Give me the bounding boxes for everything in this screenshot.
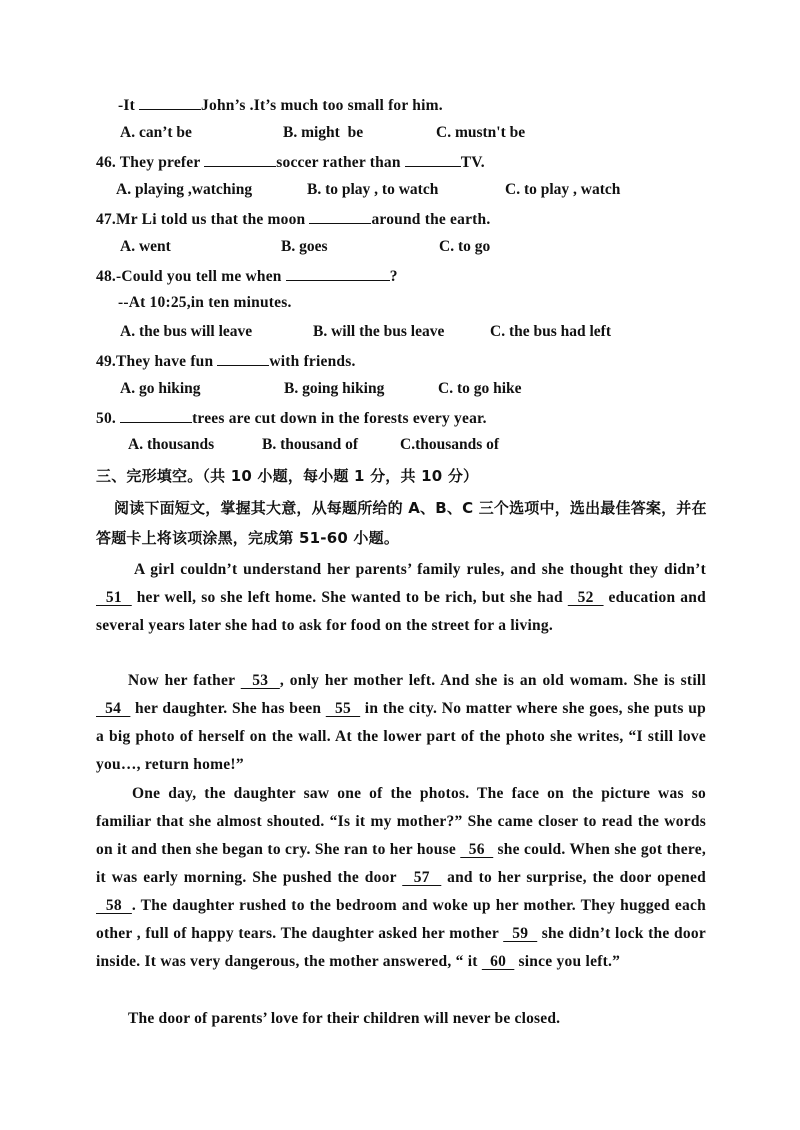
section3-heading: 三、完形填空。（共 10 小题，每小题 1 分，共 10 分） bbox=[96, 467, 479, 485]
q46-stem bbox=[96, 152, 485, 172]
blank-52: 52 bbox=[567, 589, 604, 606]
q45-option-b: B. might be bbox=[283, 124, 364, 141]
p3-text-c: and to her surprise, the door opened bbox=[447, 869, 707, 886]
q46-option-a: A. playing ,watching bbox=[116, 181, 253, 198]
blank-57: 57 bbox=[402, 869, 442, 886]
q46-stem-c: TV. bbox=[460, 154, 485, 171]
q50-stem bbox=[96, 408, 487, 428]
blank-58: 58 bbox=[96, 897, 132, 914]
q46-stem-a: 46. They prefer bbox=[96, 154, 201, 171]
q47-stem-a: 47.Mr Li told us that the moon bbox=[96, 211, 306, 228]
q46-stem-b: soccer rather than bbox=[276, 154, 401, 171]
q49-stem-b: with friends. bbox=[269, 353, 356, 370]
q45-blank bbox=[139, 95, 201, 110]
q48-stem bbox=[96, 266, 398, 286]
blank-53: 53 bbox=[240, 672, 280, 689]
q48-stem-a: 48.-Could you tell me when bbox=[96, 268, 282, 285]
q45-stem bbox=[118, 95, 443, 115]
q49-option-b: B. going hiking bbox=[284, 380, 385, 397]
q48-stem-b: ? bbox=[389, 268, 398, 285]
passage-paragraph-3 bbox=[96, 780, 706, 976]
passage-paragraph-1 bbox=[96, 556, 706, 640]
q49-stem bbox=[96, 351, 356, 371]
section3-instruction-line2: 答题卡上将该项涂黑，完成第 51-60 小题。 bbox=[96, 529, 400, 547]
q46-blank-2 bbox=[405, 152, 461, 167]
q48-answer-line: --At 10:25,in ten minutes. bbox=[118, 294, 292, 311]
q50-stem-a: 50. bbox=[96, 410, 116, 427]
q50-stem-b: trees are cut down in the forests every year. bbox=[192, 410, 487, 427]
blank-59: 59 bbox=[503, 925, 538, 942]
q45-option-a: A. can’t be bbox=[120, 124, 192, 141]
p3-text-d: . The daughter rushed to the bedroom and woke up her mother. They hugged each other , full of happy tears. The daughter asked her mother bbox=[96, 897, 706, 942]
q45-stem-end: John’s .It’s much too small for him. bbox=[201, 97, 443, 114]
q50-option-b: B. thousand of bbox=[262, 436, 359, 453]
blank-60: 60 bbox=[481, 953, 515, 970]
passage-paragraph-4: The door of parents’ love for their children will never be closed. bbox=[128, 1010, 561, 1027]
p2-text-a: Now her father bbox=[128, 672, 235, 689]
q47-stem-b: around the earth. bbox=[371, 211, 491, 228]
blank-51: 51 bbox=[96, 589, 132, 606]
q47-option-a: A. went bbox=[120, 238, 171, 255]
p3-text-f: since you left.” bbox=[518, 953, 621, 970]
p1-text-b: her well, so she left home. She wanted to be rich, but she had bbox=[136, 589, 563, 606]
q47-option-c: C. to go bbox=[439, 238, 491, 255]
p2-text-d: in the city. No matter where she goes, she puts up a big photo of herself on the wall. At the lower part of the photo she writes, “I still love you…, return home!” bbox=[96, 700, 707, 773]
q46-option-c: C. to play , watch bbox=[505, 181, 621, 198]
p3-text-e: she didn’t lock the door inside. It was very dangerous, the mother answered, “ it bbox=[96, 925, 707, 970]
blank-55: 55 bbox=[325, 700, 361, 717]
q47-blank bbox=[309, 209, 371, 224]
p1-text-a: A girl couldn’t understand her parents’ family rules, and she thought they didn’t bbox=[134, 561, 706, 578]
q48-option-c: C. the bus had left bbox=[490, 323, 612, 340]
passage-paragraph-2 bbox=[96, 667, 706, 779]
q46-option-b: B. to play , to watch bbox=[307, 181, 439, 198]
p2-text-c: her daughter. She has been bbox=[134, 700, 322, 717]
q49-option-c: C. to go hike bbox=[438, 380, 522, 397]
p1-text-c: education and several years later she had to ask for food on the street for a living. bbox=[96, 589, 707, 634]
q49-blank bbox=[217, 351, 269, 366]
p2-text-b: , only her mother left. And she is an old womam. She is still bbox=[279, 672, 707, 689]
q47-stem bbox=[96, 209, 490, 229]
q48-blank bbox=[286, 266, 390, 281]
section3-instruction-line1: 阅读下面短文，掌握其大意，从每题所给的 A、B、C 三个选项中，选出最佳答案，并在 bbox=[114, 499, 707, 517]
q48-option-a: A. the bus will leave bbox=[120, 323, 253, 340]
q48-option-b: B. will the bus leave bbox=[313, 323, 445, 340]
p3-text-b: she could. When she got there, it was early morning. She pushed the door bbox=[96, 841, 707, 886]
q49-option-a: A. go hiking bbox=[120, 380, 201, 397]
q47-option-b: B. goes bbox=[281, 238, 328, 255]
q45-stem-start: -It bbox=[118, 97, 135, 114]
q50-option-a: A. thousands bbox=[128, 436, 215, 453]
q49-stem-a: 49.They have fun bbox=[96, 353, 214, 370]
q50-blank bbox=[120, 408, 192, 423]
blank-54: 54 bbox=[96, 700, 131, 717]
p3-text-a: One day, the daughter saw one of the photos. The face on the picture was so familiar that she almost shouted. “Is it my mother?” She came closer to read the words on it and then she began to cry. She ran to her house bbox=[96, 785, 706, 858]
q50-option-c: C.thousands of bbox=[400, 436, 500, 453]
q46-blank-1 bbox=[204, 152, 276, 167]
blank-56: 56 bbox=[460, 841, 494, 858]
q45-option-c: C. mustn't be bbox=[436, 124, 526, 141]
